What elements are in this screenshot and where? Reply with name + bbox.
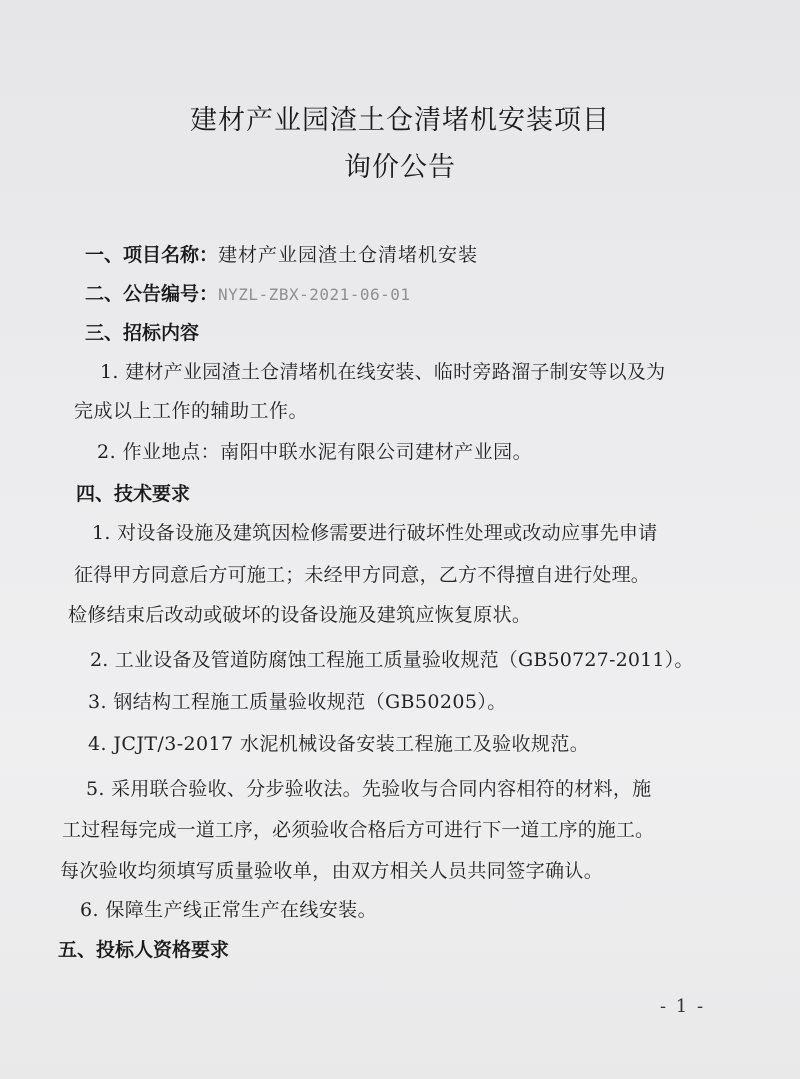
document-title: 建材产业园渣土仓清堵机安装项目 — [190, 105, 610, 136]
bidding-content-item1-line2: 完成以上工作的辅助工作。 — [74, 400, 309, 422]
tech-req-item1-line3: 检修结束后改动或破坏的设备设施及建筑应恢复原状。 — [68, 604, 532, 626]
section-bidder-qualification-heading: 五、投标人资格要求 — [58, 939, 230, 961]
tech-req-item5-line1: 5. 采用联合验收、分步验收法。先验收与合同内容相符的材料，施 — [86, 778, 652, 800]
section-project-name-heading: 一、项目名称： — [85, 244, 219, 266]
page-number: - 1 - — [660, 996, 706, 1017]
tech-req-item3: 3. 钢结构工程施工质量验收规范（GB50205）。 — [88, 691, 507, 713]
tech-req-item2: 2. 工业设备及管道防腐蚀工程施工质量验收规范（GB50727-2011）。 — [90, 649, 694, 671]
notice-number-value: NYZL-ZBX-2021-06-01 — [218, 285, 411, 304]
section-technical-requirements-heading: 四、技术要求 — [76, 483, 191, 505]
section-notice-number-heading: 二、公告编号： — [85, 283, 219, 305]
section-project-name — [85, 240, 478, 267]
tech-req-item4: 4. JCJT/3-2017 水泥机械设备安装工程施工及验收规范。 — [88, 733, 590, 755]
document-subtitle: 询价公告 — [344, 152, 456, 183]
tech-req-item5-line2: 工过程每完成一道工序，必须验收合格后方可进行下一道工序的施工。 — [62, 819, 655, 841]
bidding-content-item1-line1: 1. 建材产业园渣土仓清堵机在线安装、临时旁路溜子制安等以及为 — [100, 361, 666, 383]
tech-req-item5-line3: 每次验收均须填写质量验收单，由双方相关人员共同签字确认。 — [60, 860, 604, 882]
bidding-content-item2: 2. 作业地点：南阳中联水泥有限公司建材产业园。 — [97, 441, 533, 463]
tech-req-item1-line1: 1. 对设备设施及建筑因检修需要进行破坏性处理或改动应事先申请 — [92, 522, 658, 544]
tech-req-item6: 6. 保障生产线正常生产在线安装。 — [80, 899, 377, 921]
tech-req-item1-line2: 征得甲方同意后方可施工；未经甲方同意，乙方不得擅自进行处理。 — [74, 564, 651, 586]
section-notice-number — [85, 279, 411, 306]
section-bidding-content-heading: 三、招标内容 — [85, 322, 200, 344]
project-name-value: 建材产业园渣土仓清堵机安装 — [218, 244, 479, 266]
